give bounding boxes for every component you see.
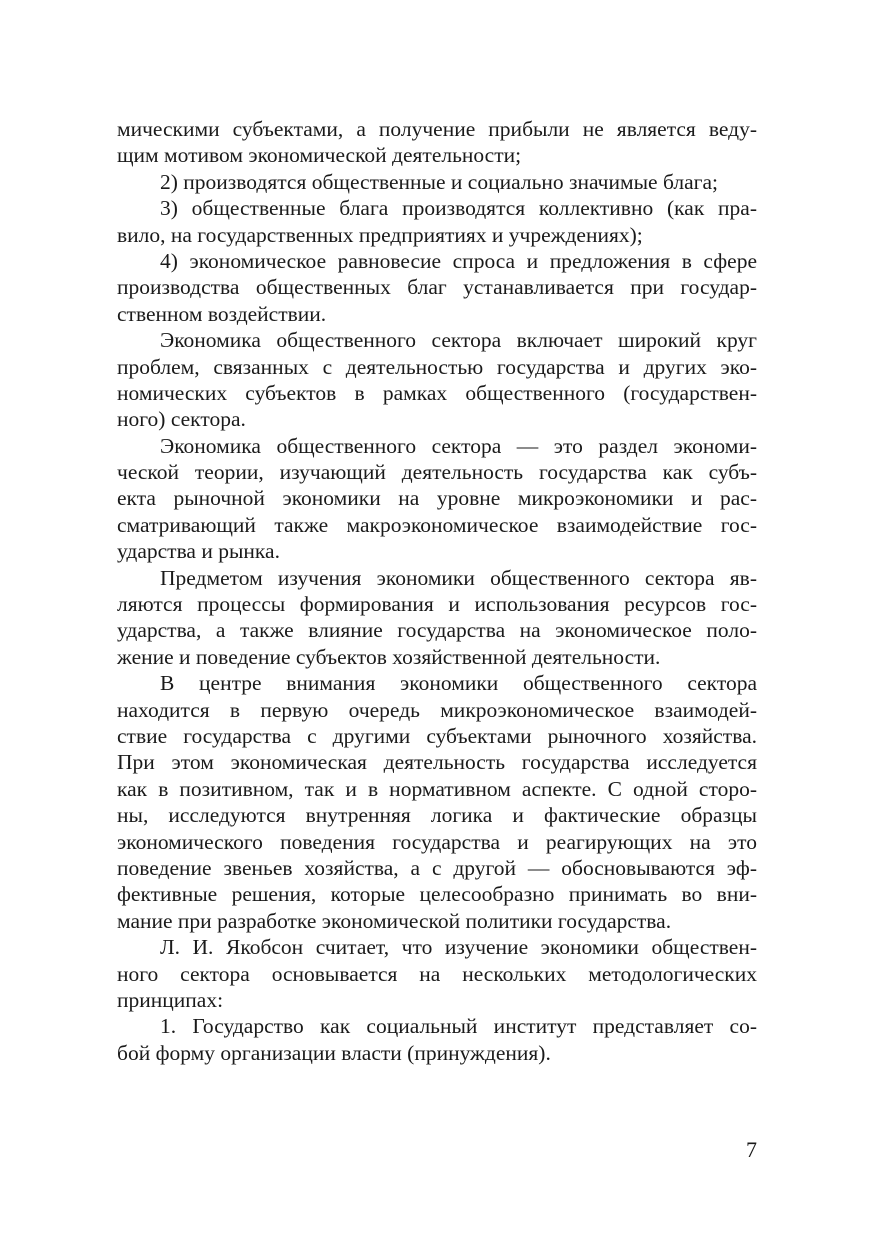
text-line: ударства и рынка. bbox=[117, 539, 280, 564]
text-line: Экономика общественного сектора включает широкий круг bbox=[160, 328, 757, 353]
paragraph bbox=[117, 248, 757, 327]
text-line: фективные решения, которые целесообразно принимать во вни- bbox=[117, 882, 757, 907]
text-line: Л. И. Якобсон считает, что изучение экономики обществен- bbox=[160, 935, 757, 960]
text-line: проблем, связанных с деятельностью государства и других эко- bbox=[117, 354, 757, 379]
text-line: ляются процессы формирования и использования ресурсов гос- bbox=[117, 592, 757, 617]
text-line: щим мотивом экономической деятельности; bbox=[117, 143, 522, 168]
text-line: 2) производятся общественные и социально значимые блага; bbox=[160, 169, 718, 194]
text-line: мическими субъектами, а получение прибыли не является веду- bbox=[117, 117, 757, 141]
page-body bbox=[117, 116, 757, 1066]
text-line: вило, на государственных предприятиях и учреждениях); bbox=[117, 222, 643, 247]
text-line: ного сектора основывается на нескольких методологических bbox=[117, 961, 757, 986]
paragraph bbox=[117, 670, 757, 934]
paragraph bbox=[117, 433, 757, 565]
text-line: экономического поведения государства и реагирующих на это bbox=[117, 829, 757, 854]
text-line: 1. Государство как социальный институт представляет со- bbox=[160, 1014, 757, 1039]
text-line: 4) экономическое равновесие спроса и предложения в сфере bbox=[160, 248, 757, 273]
text-line: производства общественных благ устанавливается при государ- bbox=[117, 275, 757, 300]
paragraph bbox=[117, 169, 757, 195]
text-line: мание при разработке экономической политики государства. bbox=[117, 908, 672, 933]
paragraph bbox=[117, 1013, 757, 1066]
paragraph bbox=[117, 934, 757, 1013]
text-line: Экономика общественного сектора — это раздел экономи- bbox=[160, 433, 757, 458]
text-line: ны, исследуются внутренняя логика и фактические образцы bbox=[117, 803, 757, 828]
paragraph bbox=[117, 327, 757, 433]
text-line: При этом экономическая деятельность государства исследуется bbox=[117, 750, 757, 775]
text-line: бой форму организации власти (принуждения). bbox=[117, 1040, 551, 1065]
text-line: находится в первую очередь микроэкономическое взаимодей- bbox=[117, 697, 757, 722]
text-line: ческой теории, изучающий деятельность государства как субъ- bbox=[117, 460, 757, 485]
text-line: екта рыночной экономики на уровне микроэкономики и рас- bbox=[117, 486, 757, 511]
paragraph bbox=[117, 116, 757, 169]
text-line: сматривающий также макроэкономическое взаимодействие гос- bbox=[117, 512, 757, 537]
page-number: 7 bbox=[746, 1137, 757, 1162]
text-line: В центре внимания экономики общественного сектора bbox=[160, 671, 757, 696]
text-line: ствие государства с другими субъектами рыночного хозяйства. bbox=[117, 723, 757, 748]
paragraph bbox=[117, 565, 757, 671]
text-line: номических субъектов в рамках общественного (государствен- bbox=[117, 380, 757, 405]
text-line: ственном воздействии. bbox=[117, 301, 327, 326]
text-line: ного) сектора. bbox=[117, 407, 246, 432]
text-line: ударства, а также влияние государства на экономическое поло- bbox=[117, 618, 757, 643]
text-line: 3) общественные блага производятся коллективно (как пра- bbox=[160, 196, 757, 221]
paragraph bbox=[117, 195, 757, 248]
text-line: принципах: bbox=[117, 987, 224, 1012]
text-line: Предметом изучения экономики общественного сектора яв- bbox=[160, 565, 757, 590]
text-line: поведение звеньев хозяйства, а с другой — обосновываются эф- bbox=[117, 855, 757, 880]
text-line: жение и поведение субъектов хозяйственной деятельности. bbox=[117, 644, 661, 669]
text-line: как в позитивном, так и в нормативном аспекте. С одной сторо- bbox=[117, 776, 757, 801]
